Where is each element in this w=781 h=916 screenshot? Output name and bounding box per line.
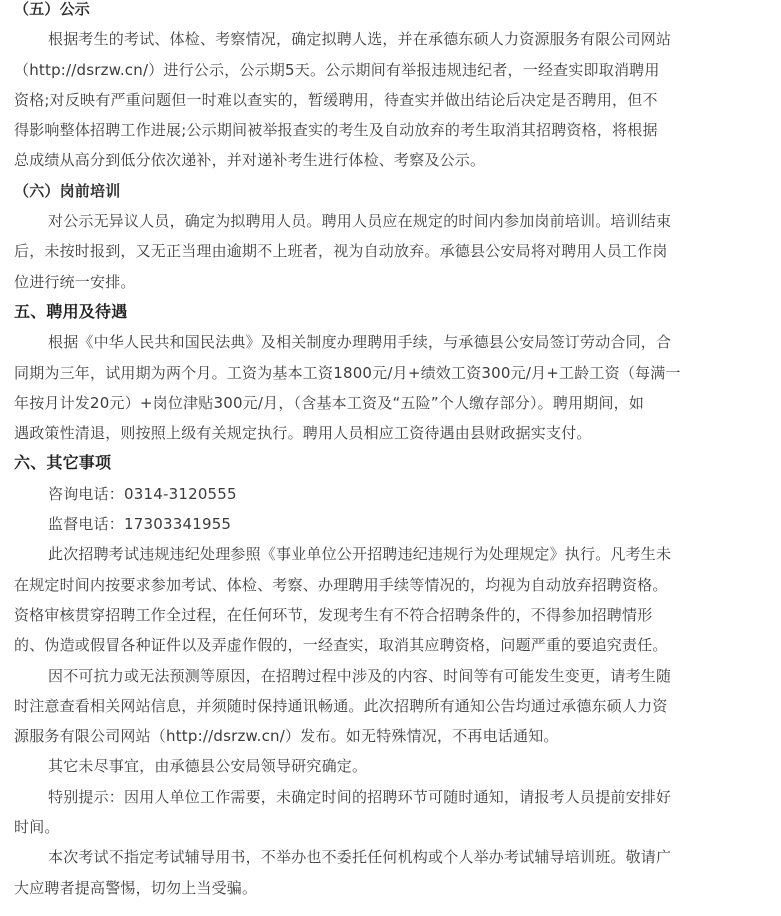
paragraph-line: 得影响整体招聘工作进展;公示期间被举报查实的考生及自动放弃的考生取消其招聘资格，将根据 xyxy=(14,121,658,140)
paragraph-line: 位进行统一安排。 xyxy=(14,272,136,291)
paragraph-line: 在规定时间内按要求参加考试、体检、考察、办理聘用手续等情况的，均视为自动放弃招聘资格。 xyxy=(14,575,668,594)
paragraph-line: 特别提示：因用人单位工作需要，未确定时间的招聘环节可随时通知，请报考人员提前安排好 xyxy=(48,787,672,806)
paragraph-line: 其它未尽事宜，由承德县公安局领导研究确定。 xyxy=(48,757,368,776)
heading-other-matters: 六、其它事项 xyxy=(14,453,112,473)
paragraph-line: 根据考生的考试、体检、考察情况，确定拟聘人选，并在承德东硕人力资源服务有限公司网站 xyxy=(48,30,672,49)
section-heading-publicity: （五）公示 xyxy=(14,0,91,18)
paragraph-line: 年按月计发20元）+岗位津贴300元/月，（含基本工资及“五险”个人缴存部分）。聘用期间，如 xyxy=(14,393,645,412)
supervision-phone: 监督电话：17303341955 xyxy=(48,515,232,534)
paragraph-line: 遇政策性清退，则按照上级有关规定执行。聘用人员相应工资待遇由县财政据实支付。 xyxy=(14,424,592,443)
consult-phone: 咨询电话：0314-3120555 xyxy=(48,484,237,503)
paragraph-line: 大应聘者提高警惕，切勿上当受骗。 xyxy=(14,878,258,897)
paragraph-line: 资格审核贯穿招聘工作全过程，在任何环节，发现考生有不符合招聘条件的，不得参加招聘情形 xyxy=(14,605,653,624)
paragraph-line: 因不可抗力或无法预测等原因，在招聘过程中涉及的内容、时间等有可能发生变更，请考生随 xyxy=(48,666,672,685)
paragraph-line: 根据《中华人民共和国民法典》及相关制度办理聘用手续，与承德县公安局签订劳动合同，合 xyxy=(48,333,672,352)
paragraph-line: 后，未按时报到，又无正当理由逾期不上班者，视为自动放弃。承德县公安局将对聘用人员工作岗 xyxy=(14,242,668,261)
paragraph-line: 同期为三年，试用期为两个月。工资为基本工资1800元/月+绩效工资300元/月+工龄工资（每满一 xyxy=(14,363,681,382)
paragraph-line: 总成绩从高分到低分依次递补，并对递补考生进行体检、考察及公示。 xyxy=(14,151,486,170)
paragraph-line: 本次考试不指定考试辅导用书，不举办也不委托任何机构或个人举办考试辅导培训班。敬请广 xyxy=(48,848,672,867)
paragraph-line: 资格;对反映有严重问题但一时难以查实的，暂缓聘用，待查实并做出结论后决定是否聘用，但不 xyxy=(14,90,658,109)
paragraph-line: 源服务有限公司网站（http://dsrzw.cn/）发布。如无特殊情况，不再电话通知。 xyxy=(14,727,559,746)
paragraph-line: 时间。 xyxy=(14,818,60,837)
paragraph-line: 此次招聘考试违规违纪处理参照《事业单位公开招聘违纪违规行为处理规定》执行。凡考生未 xyxy=(48,545,672,564)
heading-employment-benefits: 五、聘用及待遇 xyxy=(14,301,128,321)
section-heading-training: （六）岗前培训 xyxy=(14,181,121,200)
paragraph-line: 时注意查看相关网站信息，并须随时保持通讯畅通。此次招聘所有通知公告均通过承德东硕人力资 xyxy=(14,696,668,715)
paragraph-line: 的、伪造或假冒各种证件以及弄虚作假的，一经查实，取消其应聘资格，问题严重的要追究责任。 xyxy=(14,636,668,655)
paragraph-line: 对公示无异议人员，确定为拟聘用人员。聘用人员应在规定的时间内参加岗前培训。培训结束 xyxy=(48,212,672,231)
paragraph-line: （http://dsrzw.cn/）进行公示，公示期5天。公示期间有举报违规违纪者，一经查实即取消聘用 xyxy=(14,60,660,79)
